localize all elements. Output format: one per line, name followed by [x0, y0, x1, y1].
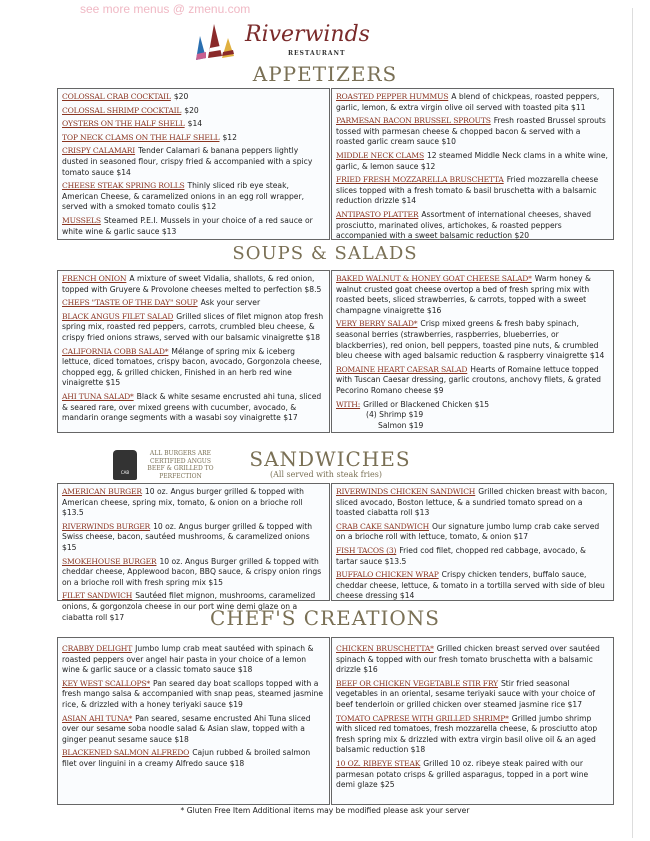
menu-item-name: CALIFORNIA COBB SALAD*: [62, 346, 169, 356]
menu-item-description: Fresh roasted Brussel sprouts tossed with parmesan cheese & chopped bacon & served with a roasted garlic cream sauce $10: [336, 116, 606, 147]
menu-item-description: Grilled chicken breast with bacon, sliced avocado, Boston lettuce, & a sundried tomato spread on a toasted ciabatta roll $13: [336, 487, 608, 518]
menu-item: [62, 146, 325, 178]
add-on-text: Grilled or Blackened Chicken $15: [363, 399, 490, 409]
menu-item-description: A blend of chickpeas, roasted peppers, garlic, lemon, & extra virgin olive oil served with toasted pita $11: [336, 92, 600, 112]
menu-item-name: CHEESE STEAK SPRING ROLLS: [62, 181, 185, 191]
sandwiches-right: [331, 483, 614, 601]
add-on-option: [336, 410, 609, 421]
menu-item-description: Grilled 10 oz. ribeye steak paired with our parmesan potato crisps & grilled asparagus, topped in a port wine demi glaze $25: [336, 758, 589, 790]
soups-left: [57, 270, 330, 433]
menu-item-name: ASIAN AHI TUNA*: [62, 713, 133, 723]
menu-item: [62, 274, 325, 295]
brand-subtitle: RESTAURANT: [288, 50, 346, 57]
menu-item-name: BEEF OR CHICKEN VEGETABLE STIR FRY: [336, 678, 498, 688]
menu-item: [62, 644, 325, 676]
menu-item: [336, 210, 609, 242]
menu-item-name: AMERICAN BURGER: [62, 487, 142, 496]
menu-item-name: VERY BERRY SALAD*: [336, 319, 418, 329]
menu-item: [62, 106, 325, 117]
menu-item-name: CRABBY DELIGHT: [62, 644, 133, 653]
menu-item: [336, 319, 609, 361]
menu-item: [62, 522, 325, 554]
chefs-heading: CHEF'S CREATIONS: [210, 606, 440, 630]
chefs-right: [331, 637, 614, 805]
menu-item-name: FISH TACOS (3): [336, 545, 397, 555]
add-on-text: Salmon $19: [378, 420, 424, 430]
menu-item-description: Cajun rubbed & broiled salmon filet over linguini in a creamy Alfredo sauce $18: [62, 748, 311, 768]
appetizers-heading: APPETIZERS: [252, 62, 398, 86]
appetizers-left: [57, 88, 330, 240]
add-on-text: (4) Shrimp $19: [366, 410, 424, 420]
menu-item: [62, 133, 325, 144]
menu-item-name: CRAB CAKE SANDWICH: [336, 521, 429, 531]
sandwiches-left: [57, 483, 330, 622]
menu-item-description: 10 oz. Angus Burger grilled & topped with cheddar cheese, Applewood bacon, BBQ sauce, & crispy onion rings on a brioche roll with fresh spring mix $15: [62, 556, 322, 587]
menu-item-name: FRIED FRESH MOZZARELLA BRUSCHETTA: [336, 175, 504, 185]
menu-item-description: Pan seared day boat scallops topped with a fresh mango salsa & accompanied with snap peas, steamed jasmine rice, & drizzled with a honey teriyaki sauce $19: [62, 678, 324, 709]
menu-item-name: AHI TUNA SALAD*: [62, 391, 134, 401]
menu-item: [62, 181, 325, 213]
footnote: * Gluten Free Item Additional items may be modified please ask your server: [180, 806, 470, 815]
menu-item-name: BLACK ANGUS FILET SALAD: [62, 311, 174, 321]
watermark[interactable]: see more menus @ zmenu.com: [80, 2, 251, 16]
menu-item: [336, 570, 609, 602]
menu-item: [62, 312, 325, 344]
menu-item-description: Steamed P.E.I. Mussels in your choice of a red sauce or white wine & garlic sauce $13: [62, 215, 313, 236]
menu-item: [336, 679, 609, 711]
menu-item-description: $20: [184, 105, 199, 115]
menu-item: [62, 487, 325, 519]
menu-item-name: ROMAINE HEART CAESAR SALAD: [336, 364, 468, 374]
certified-angus-badge-icon: CAB: [113, 450, 137, 480]
sandwiches-subtitle: (All served with steak fries): [270, 470, 382, 479]
menu-item: [336, 546, 609, 567]
menu-item: [62, 119, 325, 130]
add-on-label: WITH:: [336, 399, 361, 409]
menu-item-name: SMOKEHOUSE BURGER: [62, 556, 157, 566]
chefs-left: [57, 637, 330, 805]
menu-item: [336, 644, 609, 676]
menu-item-description: 12 steamed Middle Neck clams in a white wine, garlic, & lemon sauce $12: [336, 150, 608, 171]
menu-item: [62, 679, 325, 711]
menu-item-name: MIDDLE NECK CLAMS: [336, 150, 424, 160]
menu-item: [62, 557, 325, 589]
menu-item-description: Fried cod filet, chopped red cabbage, avocado, & tartar sauce $13.5: [336, 545, 586, 566]
menu-item: [62, 347, 325, 389]
menu-item-description: $20: [173, 92, 189, 101]
menu-item-name: FRENCH ONION: [62, 274, 127, 283]
brand-name: Riverwinds: [245, 22, 370, 47]
menu-item-description: Thinly sliced rib eye steak, American Cheese, & caramelized onions in an egg roll wrapper, served with a smoked tomato coulis $12: [62, 181, 304, 212]
menu-item: [336, 487, 609, 519]
menu-item-description: Crispy chicken tenders, buffalo sauce, cheddar cheese, lettuce, & tomato in a tortilla served with side of bleu cheese dressing $14: [336, 570, 605, 601]
appetizers-right: [331, 88, 614, 240]
menu-item-name: RIVERWINDS BURGER: [62, 521, 151, 531]
menu-item-description: Our signature jumbo lump crab cake served on a brioche roll with lettuce, tomato, & onion $17: [336, 521, 600, 542]
menu-item-description: Warm honey & walnut crusted goat cheese overtop a bed of fresh spring mix with roasted beets, sliced strawberries, & carrots, topped with a sweet champagne vinaigrette $16: [336, 274, 591, 315]
soups-heading: SOUPS & SALADS: [232, 243, 418, 264]
menu-item-description: Crisp mixed greens & fresh baby spinach, seasonal berries (strawberries, raspberries, blueberries, or blackberries), red onion, bell peppers, toasted pine nuts, & crumbled bleu cheese with aged balsamic reduction & raspberry vinaigrette $14: [336, 319, 605, 361]
menu-item-description: A mixture of sweet Vidalia, shallots, & red onion, topped with Gruyere & Provolone cheeses melted to perfection $8.5: [62, 274, 322, 294]
menu-item: [62, 714, 325, 746]
menu-item: [62, 92, 325, 103]
menu-item-name: TOMATO CAPRESE WITH GRILLED SHRIMP*: [336, 713, 509, 723]
menu-item-description: 10 oz. Angus burger grilled & topped with American cheese, spring mix, tomato, & onion on a brioche roll $13.5: [62, 487, 304, 518]
menu-item-name: BLACKENED SALMON ALFREDO: [62, 748, 190, 758]
menu-item-name: ROASTED PEPPER HUMMUS: [336, 92, 449, 101]
menu-item-description: $12: [222, 132, 237, 142]
menu-item-name: CHICKEN BRUSCHETTA*: [336, 644, 434, 653]
menu-item-description: Hearts of Romaine lettuce topped with Tuscan Caesar dressing, garlic croutons, anchovy filets, & grated Pecorino Romano cheese $9: [336, 364, 601, 395]
menu-item-name: COLOSSAL SHRIMP COCKTAIL: [62, 105, 182, 115]
menu-item-description: Grilled chicken breast served over sautéed spinach & topped with our fresh tomato bruschetta with a balsamic drizzle $16: [336, 644, 600, 675]
menu-item-name: ANTIPASTO PLATTER: [336, 209, 419, 219]
menu-item-description: Sautéed filet mignon, mushrooms, caramelized onions, & gorgonzola cheese in our port wine demi glaze on a ciabatta roll $17: [62, 591, 316, 622]
menu-item: [62, 298, 325, 309]
menu-item-name: CHEFS "TASTE OF THE DAY" SOUP: [62, 298, 198, 308]
burger-note: ALL BURGERS ARE CERTIFIED ANGUS BEEF & GRILLED TO PERFECTION: [147, 450, 214, 480]
menu-item-description: 10 oz. Angus burger grilled & topped with Swiss cheese, bacon, sautéed mushrooms, & caramelized onions $15: [62, 521, 313, 552]
menu-item: [336, 714, 609, 756]
menu-item-name: BAKED WALNUT & HONEY GOAT CHEESE SALAD*: [336, 274, 532, 283]
soups-right: [331, 270, 614, 433]
menu-item: [336, 175, 609, 207]
menu-item-description: Mélange of spring mix & iceberg lettuce, diced tomatoes, crispy bacon, avocado, Gorgonzola cheese, chopped egg, & grilled chicken, Finished in an herb red wine vinaigrette $15: [62, 346, 322, 388]
menu-item-description: Tender Calamari & banana peppers lightly dusted in seasoned flour, crispy fried & accompanied with a spicy tomato sauce $14: [62, 146, 313, 177]
menu-item-name: MUSSELS: [62, 215, 101, 225]
menu-item-description: Fried mozzarella cheese slices topped with a fresh tomato & basil bruschetta with a balsamic reduction drizzle $14: [336, 175, 599, 206]
menu-item-description: $14: [187, 119, 203, 129]
menu-item-description: Stir fried seasonal vegetables in an oriental, sesame teriyaki sauce with your choice of beef tenderloin or grilled chicken over steamed jasmine rice $17: [336, 678, 596, 709]
menu-item-description: Jumbo lump crab meat sautéed with spinach & roasted peppers over angel hair pasta in your choice of a lemon wine & garlic sauce or a classic tomato sauce $18: [62, 644, 314, 675]
menu-item-name: FILET SANDWICH: [62, 591, 133, 601]
menu-item: [336, 116, 609, 148]
menu-item-name: KEY WEST SCALLOPS*: [62, 678, 150, 688]
menu-item-name: 10 OZ. RIBEYE STEAK: [336, 758, 421, 768]
add-on-option: [336, 400, 609, 411]
menu-item-name: TOP NECK CLAMS ON THE HALF SHELL: [62, 132, 220, 142]
menu-item: [62, 216, 325, 237]
menu-item-description: Black & white sesame encrusted ahi tuna, sliced & seared rare, over mixed greens with cucumber, avocado, & mandarin orange segments with a wasabi soy vinaigrette $17: [62, 391, 322, 423]
menu-item: [336, 522, 609, 543]
menu-item: [336, 759, 609, 791]
menu-item: [62, 748, 325, 769]
menu-item-name: RIVERWINDS CHICKEN SANDWICH: [336, 487, 476, 496]
add-on-option: [336, 421, 609, 432]
menu-item-description: Pan seared, sesame encrusted Ahi Tuna sliced over our sesame soba noodle salad & Asian slaw, topped with a ginger peanut sesame sauce $18: [62, 713, 311, 744]
page-edge: [632, 8, 633, 838]
menu-item: [62, 392, 325, 424]
menu-item: [336, 151, 609, 172]
menu-item-name: BUFFALO CHICKEN WRAP: [336, 570, 439, 580]
menu-item-description: Ask your server: [200, 298, 261, 308]
menu-item: [336, 274, 609, 316]
menu-item-description: Assortment of international cheeses, shaved prosciutto, marinated olives, artichokes, & roasted peppers accompanied with a sweet balsamic reduction $20: [336, 209, 592, 241]
menu-item-name: CRISPY CALAMARI: [62, 146, 136, 156]
menu-item-description: Grilled jumbo shrimp with sliced red tomatoes, fresh mozzarella cheese, & prosciutto atop fresh spring mix & drizzled with extra virgin basil olive oil & an aged balsamic reduction $18: [336, 713, 598, 755]
menu-item: [336, 92, 609, 113]
sandwiches-heading: SANDWICHES: [249, 447, 411, 471]
menu-item-description: Grilled slices of filet mignon atop fresh spring mix, roasted red peppers, carrots, crumbled bleu cheese, & crispy fried onions straws, served with our balsamic vinaigrette $18: [62, 311, 324, 342]
menu-item-name: COLOSSAL CRAB COCKTAIL: [62, 92, 171, 101]
menu-item-name: PARMESAN BACON BRUSSEL SPROUTS: [336, 116, 491, 126]
menu-item: [336, 365, 609, 397]
menu-item-name: OYSTERS ON THE HALF SHELL: [62, 119, 185, 129]
